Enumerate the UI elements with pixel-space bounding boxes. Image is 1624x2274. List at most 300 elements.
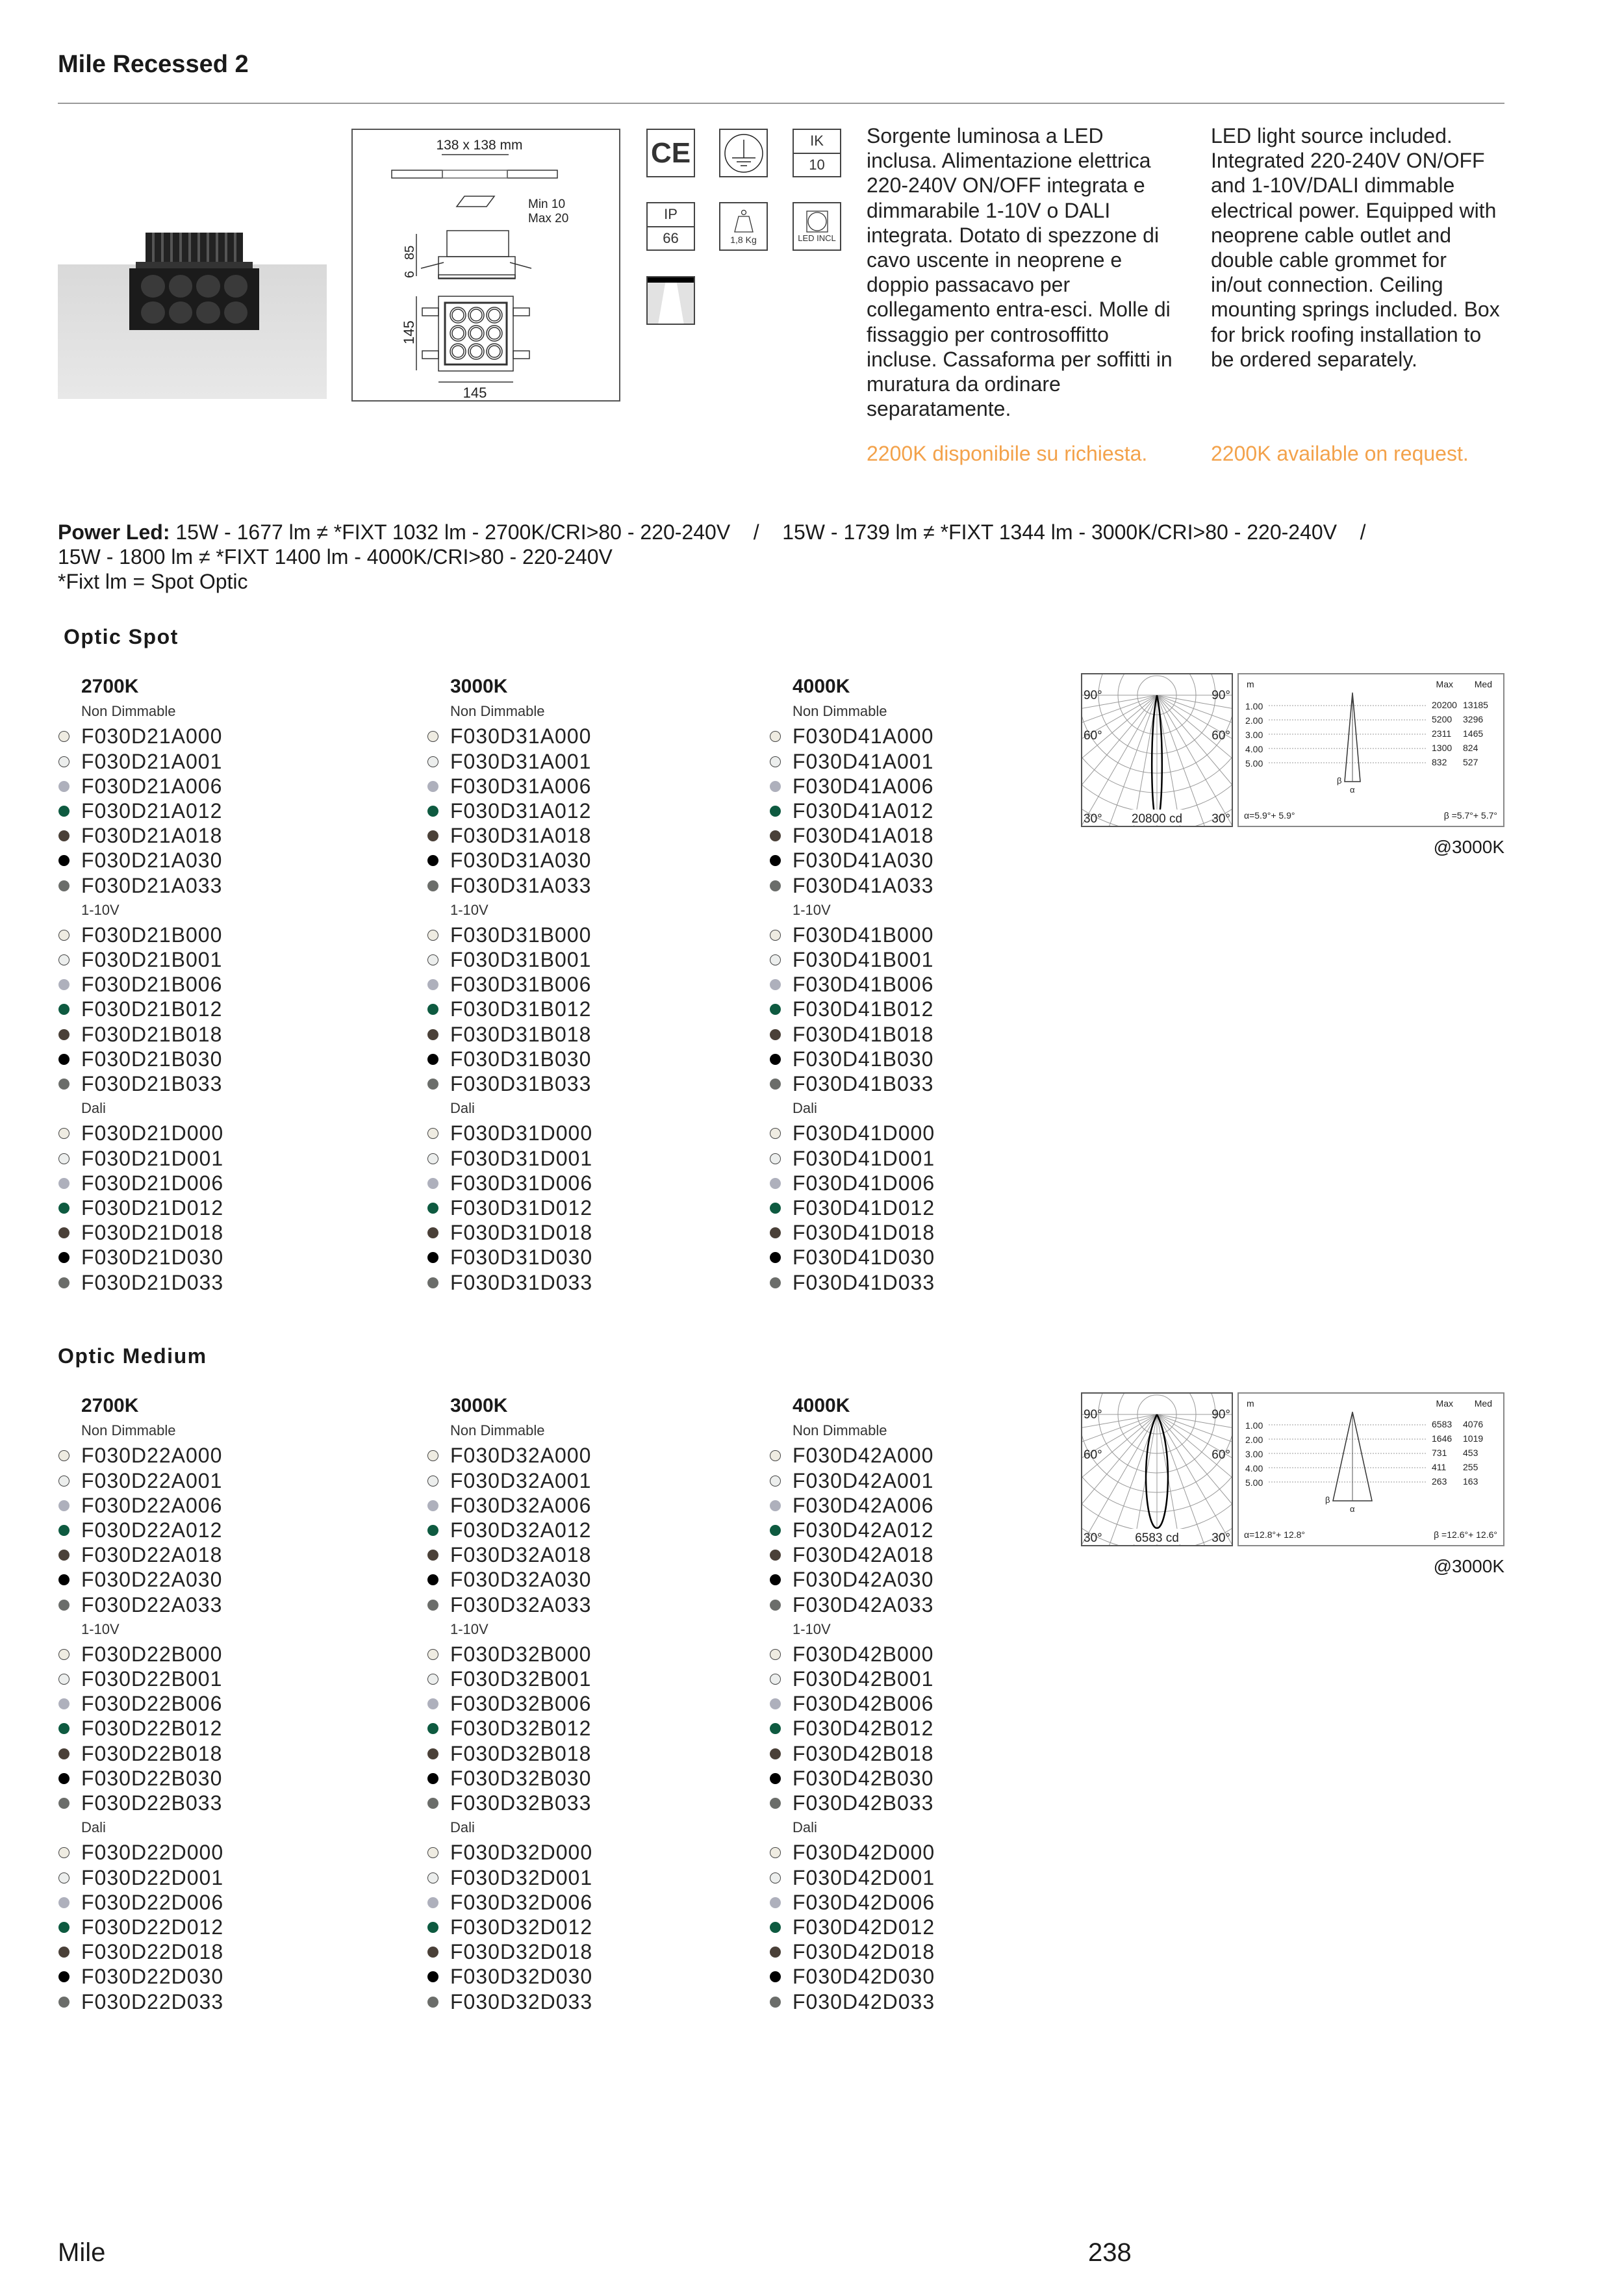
product-code: F030D41A001 [793,749,934,773]
finish-color-swatch [58,1004,70,1015]
product-code-row [81,1493,354,1518]
dimming-group-label: 1-10V [81,1620,120,1637]
finish-color-swatch [427,1004,438,1015]
dimming-group-label: Dali [793,1100,817,1117]
product-code: F030D21D033 [81,1270,224,1294]
finish-color-swatch [770,781,781,792]
product-code-row [793,1592,1065,1617]
width-dimension: 145 [463,385,487,400]
product-code: F030D31A030 [450,849,592,873]
product-code-row [793,1642,1065,1667]
product-code: F030D41D018 [793,1221,935,1245]
product-code-row [81,1047,354,1071]
product-code-row [81,997,354,1021]
med-lux: 1019 [1463,1433,1484,1444]
product-code: F030D21A033 [81,873,223,897]
product-code: F030D22D000 [81,1841,224,1865]
product-code: F030D42B030 [793,1766,934,1790]
product-code: F030D31D018 [450,1221,593,1245]
finish-color-swatch [427,1698,438,1709]
finish-color-swatch [58,1128,70,1139]
product-code-row [450,1716,723,1741]
ce-label: CE [650,136,691,169]
finish-color-swatch [58,1971,70,1982]
product-code: F030D21A000 [81,724,223,748]
finish-color-swatch [427,1947,438,1958]
page-title: Mile Recessed 2 [58,51,249,78]
ip-value: 66 [648,226,694,250]
polar-angle-label: 30° [1084,812,1102,826]
product-code-row [81,1939,354,1964]
product-code-row [450,972,723,997]
product-code: F030D31D033 [450,1270,593,1294]
product-code-row [450,848,723,873]
led-lens-icon [488,346,500,357]
product-code-column [81,1394,354,2014]
product-code: F030D31B033 [450,1072,592,1095]
technical-drawing [351,129,620,402]
finish-color-swatch [427,1773,438,1784]
finish-color-swatch [427,979,438,990]
product-code: F030D21A018 [81,824,223,848]
product-code: F030D21D000 [81,1121,224,1145]
finish-color-swatch [58,1153,70,1164]
polar-angle-label: 90° [1212,1408,1230,1422]
product-code-row [81,972,354,997]
finish-color-swatch [770,1922,781,1933]
product-code: F030D22B018 [81,1741,223,1765]
product-code: F030D32D006 [450,1890,593,1914]
product-code: F030D41B030 [793,1047,934,1071]
product-code: F030D32B030 [450,1766,592,1790]
product-code: F030D22B033 [81,1791,223,1815]
product-code-row [793,873,1065,898]
finish-color-swatch [427,855,438,866]
note-english: 2200K available on request. [1211,442,1469,465]
product-code: F030D31D000 [450,1121,593,1145]
max-lux: 263 [1432,1476,1447,1487]
product-code: F030D32A033 [450,1592,592,1616]
finish-color-swatch [770,1897,781,1908]
product-code-row [793,1245,1065,1270]
description-english: LED light source included. Integrated 220-240V ON/OFF and 1-10V/DALI dimmable electrical power. Equipped with neoprene cable outlet and double cable grommet for in/out connection. Ceiling mounting springs included. Box for brick roofing installation to be ordered separately. [1211,124,1500,371]
led-lens-icon [470,327,482,339]
product-code: F030D31B001 [450,948,592,972]
finish-color-swatch [427,1748,438,1759]
product-code-row [81,1840,354,1865]
distance-value: 3.00 [1245,730,1263,740]
finish-color-swatch [427,1525,438,1536]
led-lens-icon [452,309,464,321]
finish-color-swatch [427,1897,438,1908]
product-code-row [793,1890,1065,1915]
color-temperature: 4000K [793,1395,850,1416]
product-code-row [450,1146,723,1171]
product-code: F030D32A001 [450,1468,592,1492]
ip-label: IP [664,206,678,223]
finish-color-swatch [427,1600,438,1611]
finish-color-swatch [427,1798,438,1809]
product-code: F030D42D001 [793,1865,935,1889]
product-code: F030D22B001 [81,1667,223,1691]
dimming-group-label: Dali [450,1100,475,1117]
product-code: F030D41A033 [793,873,934,897]
product-code: F030D22A006 [81,1493,223,1517]
product-code-row [793,1542,1065,1567]
product-code-row [450,1791,723,1815]
polar-grid-ray [1157,695,1202,826]
finish-color-swatch [427,1476,438,1487]
polar-angle-label: 60° [1212,1448,1230,1462]
product-code-row [81,774,354,798]
product-code: F030D42B018 [793,1741,934,1765]
finish-color-swatch [770,1252,781,1263]
product-code-row [450,1270,723,1295]
finish-color-swatch [427,1847,438,1858]
footer-family: Mile [58,2238,106,2267]
distance-value: 2.00 [1245,1435,1263,1445]
product-code-row [793,1840,1065,1865]
led-lens-icon [452,346,464,357]
description-italian: Sorgente luminosa a LED inclusa. Alimentazione elettrica 220-240V ON/OFF integrata e dimmarabile 1-10V o DALI integrata. Dotato di spezzone di cavo uscente in neoprene e doppio passacavo per collegamento entra-esci. Molle di fissaggio per controsoffitto incluse. Cassaforma per soffitti in muratura da ordinare separatamente. [867,124,1173,421]
finish-color-swatch [770,1649,781,1660]
product-code-row [81,1518,354,1542]
product-code: F030D41A030 [793,849,934,873]
max-thickness: Max 20 [528,212,569,225]
peak-intensity: 20800 cd [1131,812,1183,826]
product-code: F030D41D012 [793,1195,935,1220]
finish-color-swatch [58,1574,70,1585]
product-code: F030D32D018 [450,1940,593,1964]
product-code-row [81,1146,354,1171]
distance-value: 4.00 [1245,1463,1263,1474]
dimming-group-label: 1-10V [793,901,831,918]
product-code: F030D21B001 [81,948,223,972]
finish-color-swatch [770,1600,781,1611]
finish-color-swatch [770,1277,781,1288]
product-code: F030D32B001 [450,1667,592,1691]
reference-temperature: @3000K [1433,1556,1504,1576]
polar-angle-label: 90° [1084,1408,1102,1422]
product-code-row [450,1171,723,1195]
med-header: Med [1474,679,1492,689]
finish-color-swatch [58,1277,70,1288]
polar-angle-label: 30° [1084,1531,1102,1545]
product-code-row [450,1964,723,1989]
finish-color-swatch [770,1674,781,1685]
product-code: F030D22D001 [81,1865,224,1889]
finish-color-swatch [770,731,781,742]
product-code-row [793,848,1065,873]
cone-alpha-symbol: α [1350,785,1355,795]
product-code: F030D21D012 [81,1195,224,1220]
finish-color-swatch [427,1203,438,1214]
product-code-row [81,1691,354,1716]
product-code-row [793,1939,1065,1964]
finish-color-swatch [770,1550,781,1561]
product-code-column [450,1394,723,2014]
alpha-angle: α=12.8°+ 12.8° [1244,1529,1306,1540]
product-code: F030D41D000 [793,1121,935,1145]
product-code-row [450,1542,723,1567]
product-code-row [81,1642,354,1667]
finish-color-swatch [427,1227,438,1238]
product-code: F030D21B033 [81,1072,223,1095]
min-thickness: Min 10 [528,198,566,211]
product-code: F030D21B030 [81,1047,223,1071]
product-code-row [81,1865,354,1890]
product-code-row [450,1195,723,1220]
product-code-row [793,1220,1065,1245]
finish-color-swatch [770,1227,781,1238]
product-code-row [81,923,354,947]
product-code: F030D42A001 [793,1468,934,1492]
max-lux: 2311 [1432,728,1452,739]
finish-color-swatch [427,1128,438,1139]
product-code-row [793,1716,1065,1741]
product-code-row [81,1741,354,1766]
product-code-column [793,674,1065,1295]
product-code-row [450,1741,723,1766]
dimming-group-label: Dali [81,1819,106,1836]
med-header: Med [1474,1398,1492,1409]
distance-value: 3.00 [1245,1449,1263,1459]
finish-color-swatch [770,1798,781,1809]
finish-color-swatch [770,1128,781,1139]
finish-color-swatch [58,1079,70,1090]
product-code-row [81,1766,354,1791]
finish-color-swatch [58,1997,70,2008]
product-code: F030D31D012 [450,1195,593,1220]
product-code: F030D42B000 [793,1642,934,1666]
dimming-group-label: Dali [793,1819,817,1836]
title-divider [58,103,1504,104]
product-code-row [450,1022,723,1047]
product-code-row [793,1964,1065,1989]
page-number: 238 [1088,2238,1132,2267]
ik-label: IK [810,133,824,149]
product-code-row [450,1642,723,1667]
finish-color-swatch [770,880,781,891]
finish-color-swatch [770,1153,781,1164]
med-lux: 824 [1463,743,1478,753]
polar-angle-label: 60° [1084,1448,1102,1462]
product-code-row [450,947,723,972]
max-lux: 1646 [1432,1433,1453,1444]
led-lens-icon [452,327,464,339]
product-code: F030D41D030 [793,1246,935,1270]
product-code-row [450,1047,723,1071]
med-lux: 13185 [1463,700,1488,710]
dimming-group-label: 1-10V [450,1620,488,1637]
product-code: F030D42A033 [793,1592,934,1616]
product-code-row [793,1047,1065,1071]
illuminance-table [1237,673,1504,827]
finish-color-swatch [427,1550,438,1561]
product-code: F030D42D030 [793,1965,935,1989]
product-code: F030D32D001 [450,1865,593,1889]
polar-angle-label: 60° [1212,729,1230,743]
led-lens-icon [470,346,482,357]
product-code-row [793,1146,1065,1171]
ce-mark-icon [646,129,695,177]
cone-beta-symbol: β [1325,1495,1330,1505]
max-lux: 411 [1432,1462,1447,1472]
product-code: F030D32D000 [450,1841,593,1865]
product-code: F030D31D001 [450,1146,593,1170]
finish-color-swatch [770,1203,781,1214]
product-code-row [81,873,354,898]
product-code: F030D21D006 [81,1171,224,1195]
finish-color-swatch [58,1227,70,1238]
product-code: F030D42B012 [793,1717,934,1741]
product-code: F030D22D033 [81,1989,224,2013]
color-temperature: 2700K [81,676,139,697]
product-code: F030D42B001 [793,1667,934,1691]
height-dimension: 85 [403,245,417,260]
illuminance-table [1237,1392,1504,1546]
product-code: F030D22D030 [81,1965,224,1989]
weight-icon [719,202,768,251]
finish-color-swatch [58,731,70,742]
product-code-row [81,1667,354,1691]
product-code: F030D41B006 [793,973,934,997]
finish-color-swatch [58,1029,70,1040]
finish-color-swatch [58,1922,70,1933]
product-code-row [450,1121,723,1145]
max-header: Max [1436,679,1453,689]
finish-color-swatch [427,1054,438,1065]
finish-color-swatch [58,1054,70,1065]
finish-color-swatch [770,1773,781,1784]
product-code-row [450,1840,723,1865]
product-code: F030D31A033 [450,873,592,897]
finish-color-swatch [770,1847,781,1858]
depth-dimension: 145 [401,320,417,344]
polar-angle-label: 30° [1212,812,1230,826]
med-lux: 1465 [1463,728,1484,739]
ik-rating-icon [793,129,841,177]
finish-color-swatch [427,930,438,941]
finish-color-swatch [427,731,438,742]
product-code: F030D41A006 [793,774,934,798]
led-included-icon [793,202,841,251]
finish-color-swatch [58,880,70,891]
product-code: F030D32B018 [450,1741,592,1765]
product-code: F030D41B012 [793,997,934,1021]
polar-angle-label: 90° [1084,689,1102,702]
product-code-row [81,1716,354,1741]
med-lux: 453 [1463,1448,1478,1458]
product-code-row [81,848,354,873]
finish-color-swatch [770,1698,781,1709]
finish-color-swatch [427,1872,438,1884]
product-code-row [793,1667,1065,1691]
finish-color-swatch [770,1476,781,1487]
max-lux: 6583 [1432,1419,1453,1429]
product-code: F030D22D012 [81,1915,224,1939]
product-code-row [450,1592,723,1617]
product-code-row [81,1443,354,1468]
distance-unit: m [1247,679,1254,689]
product-code: F030D31A006 [450,774,592,798]
product-code-row [450,1493,723,1518]
finish-color-swatch [770,1178,781,1189]
product-code: F030D22B012 [81,1717,223,1741]
product-code-row [81,1195,354,1220]
ik-value: 10 [794,153,840,177]
product-code-row [81,1791,354,1815]
beta-angle: β =5.7°+ 5.7° [1443,810,1497,821]
finish-color-swatch [770,1029,781,1040]
polar-angle-label: 90° [1212,689,1230,702]
product-code: F030D31B000 [450,923,592,947]
product-code: F030D21B012 [81,997,223,1021]
product-code-row [793,972,1065,997]
finish-color-swatch [770,1450,781,1461]
finish-color-swatch [427,1674,438,1685]
product-code: F030D22A012 [81,1518,223,1542]
product-code-row [81,1915,354,1939]
finish-color-swatch [770,1500,781,1511]
finish-color-swatch [58,1450,70,1461]
cone-beta-symbol: β [1337,776,1342,786]
med-lux: 3296 [1463,714,1484,724]
finish-color-swatch [58,1500,70,1511]
power-led-specs [58,520,1365,594]
product-code-row [81,947,354,972]
product-code: F030D41D001 [793,1146,935,1170]
product-code: F030D31A012 [450,798,592,823]
product-code-row [81,1220,354,1245]
finish-color-swatch [427,756,438,767]
product-code-row [450,1691,723,1716]
product-code: F030D21A030 [81,849,223,873]
product-code-row [450,1989,723,2014]
product-code: F030D42B006 [793,1692,934,1716]
color-temperature: 2700K [81,1395,139,1416]
distance-value: 5.00 [1245,758,1263,769]
finish-color-swatch [770,1079,781,1090]
product-code-row [793,947,1065,972]
product-code-row [450,724,723,748]
product-code-row [450,1220,723,1245]
product-code-row [81,1567,354,1592]
product-code: F030D32D033 [450,1989,593,2013]
finish-color-swatch [58,1947,70,1958]
product-code: F030D31A000 [450,724,592,748]
product-code-row [81,823,354,848]
finish-color-swatch [58,1723,70,1734]
product-code-row [793,1567,1065,1592]
product-code-row [81,1121,354,1145]
product-code-row [81,1890,354,1915]
weight-value: 1,8 Kg [730,234,757,245]
finish-color-swatch [770,954,781,965]
product-code: F030D31D006 [450,1171,593,1195]
product-code-row [450,1865,723,1890]
product-code-column [793,1394,1065,2014]
finish-color-swatch [427,1079,438,1090]
product-code: F030D32A012 [450,1518,592,1542]
led-lens-icon [470,309,482,321]
finish-color-swatch [427,880,438,891]
product-code-row [793,798,1065,823]
finish-color-swatch [770,830,781,841]
product-code: F030D32A000 [450,1444,592,1468]
product-code-row [81,1964,354,1989]
product-code-row [793,1766,1065,1791]
